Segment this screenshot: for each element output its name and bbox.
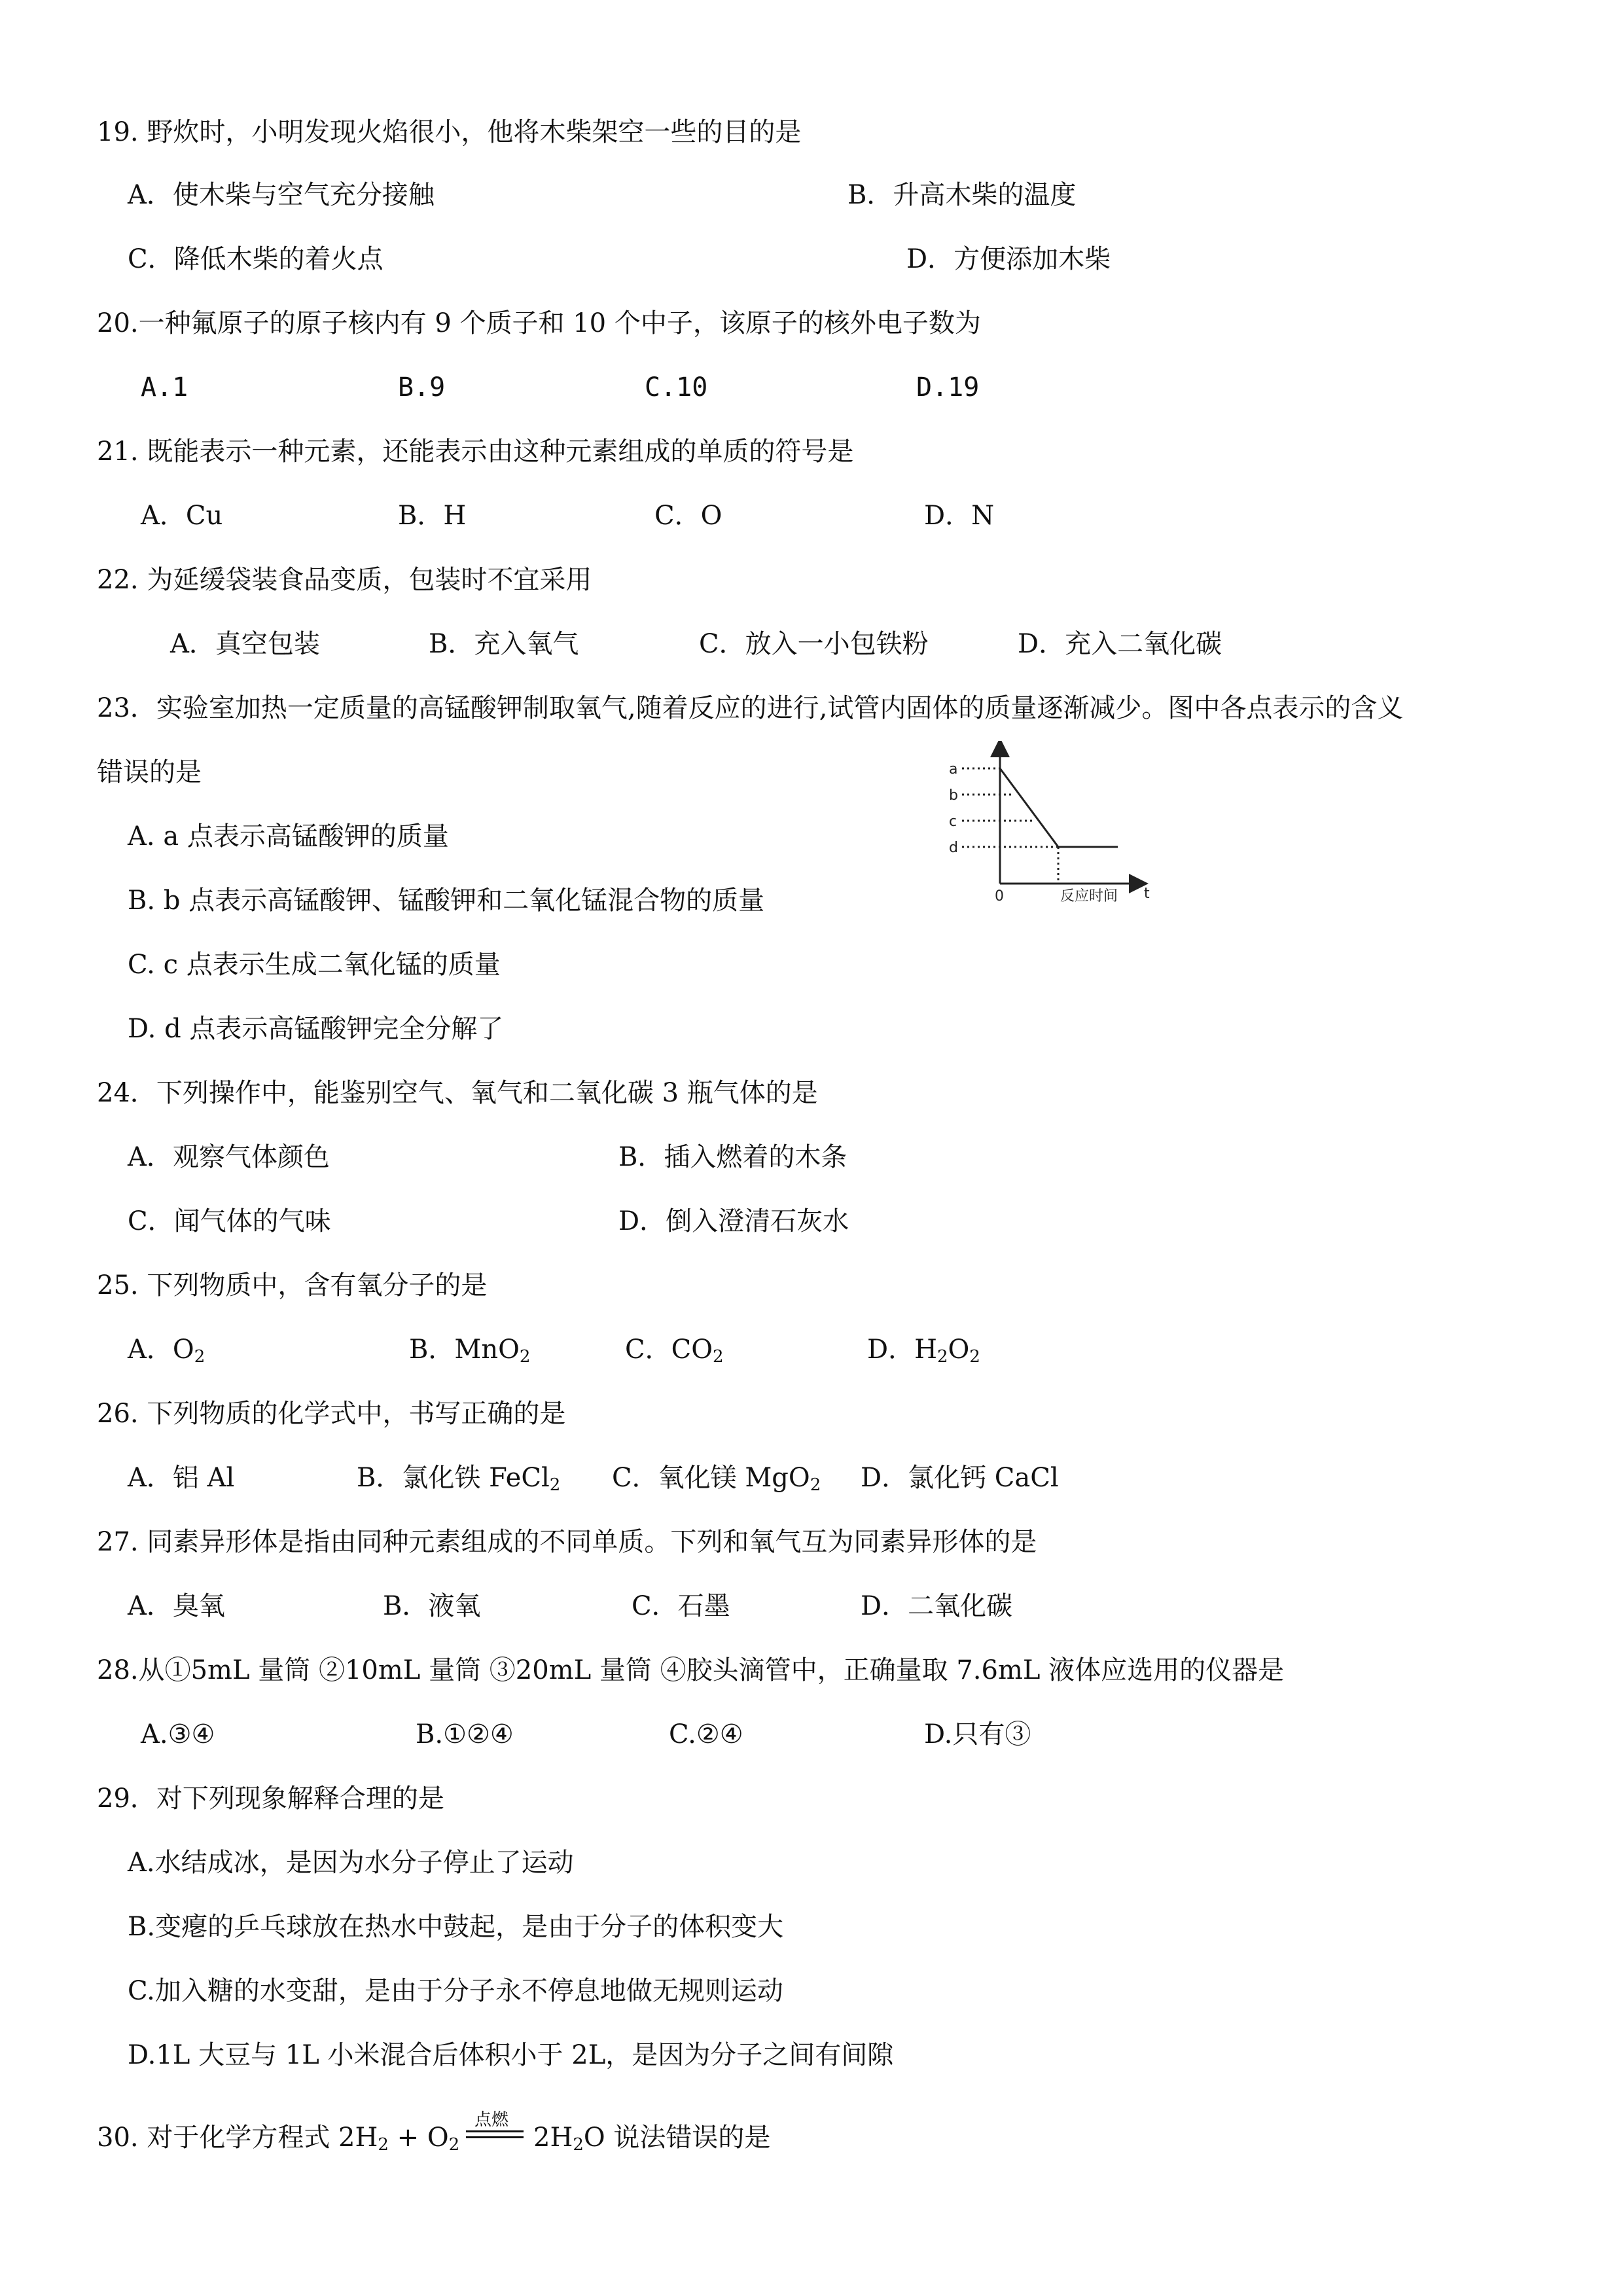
q22-option-b: B．充入氧气 — [429, 629, 579, 659]
q29-option-a: A.水结成冰，是因为水分子停止了运动 — [128, 1848, 574, 1878]
q29-option-c: C.加入糖的水变甜，是由于分子永不停息地做无规则运动 — [128, 1976, 783, 2006]
q23-mass-time-graph — [942, 741, 1158, 905]
q26-option-a: A．铝 Al — [128, 1463, 235, 1493]
graph-label-a: a — [949, 761, 958, 778]
q30-equals-bar-bottom — [466, 2136, 524, 2138]
q20-option-c: C.10 — [645, 372, 708, 403]
q28-option-d: D.只有③ — [924, 1719, 1031, 1749]
q19-option-d: D．方便添加木柴 — [906, 244, 1111, 274]
graph-label-d: d — [949, 840, 958, 856]
q19-stem: 19. 野炊时，小明发现火焰很小，他将木柴架空一些的目的是 — [97, 117, 802, 147]
q24-option-b: B．插入燃着的木条 — [618, 1142, 847, 1172]
q30-reaction-condition: 点燃 — [474, 2110, 509, 2130]
q21-option-a: A．Cu — [141, 501, 223, 531]
q29-stem: 29．对下列现象解释合理的是 — [97, 1784, 444, 1814]
q21-option-d: D．N — [924, 501, 995, 531]
q25-option-c: C．$CO_2$ — [625, 1335, 724, 1367]
q25-option-a: A．$O_2$ — [128, 1335, 205, 1367]
q24-option-d: D．倒入澄清石灰水 — [618, 1206, 849, 1236]
q22-option-c: C．放入一小包铁粉 — [699, 629, 929, 659]
q23-stem-line1: 23．实验室加热一定质量的高锰酸钾制取氧气,随着反应的进行,试管内固体的质量逐渐减少。图中各点表示的含义 — [97, 693, 1404, 723]
graph-origin: 0 — [995, 888, 1004, 905]
q24-option-c: C．闻气体的气味 — [128, 1206, 331, 1236]
q23-option-d: D. d 点表示高锰酸钾完全分解了 — [128, 1014, 504, 1044]
q30-stem-left: 30. 对于化学方程式 $2H_2 + O_2$ — [97, 2123, 460, 2155]
q19-option-b: B．升高木柴的温度 — [847, 180, 1077, 210]
q20-option-d: D.19 — [916, 372, 980, 403]
q28-stem: 28.从①5mL 量筒 ②10mL 量筒 ③20mL 量筒 ④胶头滴管中，正确量取 7.6mL 液体应选用的仪器是 — [97, 1655, 1285, 1685]
q29-option-b: B.变瘪的乒乓球放在热水中鼓起，是由于分子的体积变大 — [128, 1912, 784, 1942]
q21-option-b: B．H — [398, 501, 467, 531]
q22-option-a: A．真空包装 — [170, 629, 320, 659]
q26-option-d: D．氯化钙 CaCl — [861, 1463, 1059, 1493]
q27-option-d: D．二氧化碳 — [861, 1591, 1013, 1621]
q21-option-c: C．O — [654, 501, 722, 531]
q20-option-a: A.1 — [141, 372, 188, 403]
q28-option-b: B.①②④ — [416, 1719, 514, 1749]
q21-stem: 21. 既能表示一种元素，还能表示由这种元素组成的单质的符号是 — [97, 437, 854, 467]
q23-option-a: A. a 点表示高锰酸钾的质量 — [128, 821, 449, 852]
q22-option-d: D．充入二氧化碳 — [1018, 629, 1222, 659]
q28-option-c: C.②④ — [669, 1719, 743, 1749]
q23-option-b: B. b 点表示高锰酸钾、锰酸钾和二氧化锰混合物的质量 — [128, 886, 765, 916]
q20-option-b: B.9 — [398, 372, 446, 403]
q29-option-d: D.1L 大豆与 1L 小米混合后体积小于 2L，是因为分子之间有间隙 — [128, 2040, 894, 2070]
q30-stem-right: $2H_2O$ 说法错误的是 — [533, 2123, 771, 2155]
graph-x-unit: t — [1144, 886, 1150, 902]
q27-option-c: C．石墨 — [632, 1591, 730, 1621]
graph-mass-curve — [1000, 768, 1118, 847]
graph-x-label: 反应时间 — [1060, 888, 1118, 905]
q26-option-b: B．氯化铁 FeCl$_2$ — [357, 1463, 561, 1495]
q23-stem-line2: 错误的是 — [97, 757, 202, 787]
q24-stem: 24．下列操作中，能鉴别空气、氧气和二氧化碳 3 瓶气体的是 — [97, 1078, 818, 1108]
q26-stem: 26. 下列物质的化学式中，书写正确的是 — [97, 1399, 566, 1429]
q19-option-a: A．使木柴与空气充分接触 — [128, 180, 435, 210]
q23-option-c: C. c 点表示生成二氧化锰的质量 — [128, 950, 501, 980]
graph-label-b: b — [949, 787, 958, 804]
q27-option-b: B．液氧 — [383, 1591, 481, 1621]
graph-label-c: c — [949, 814, 957, 830]
q22-stem: 22. 为延缓袋装食品变质，包装时不宜采用 — [97, 565, 592, 595]
q24-option-a: A．观察气体颜色 — [128, 1142, 330, 1172]
q26-option-c: C．氧化镁 MgO$_2$ — [612, 1463, 821, 1495]
q25-stem: 25. 下列物质中，含有氧分子的是 — [97, 1270, 488, 1300]
q30-equals-bar-top — [466, 2130, 524, 2132]
q19-option-c: C．降低木柴的着火点 — [128, 244, 383, 274]
q20-stem: 20.一种氟原子的原子核内有 9 个质子和 10 个中子，该原子的核外电子数为 — [97, 308, 981, 338]
q27-stem: 27. 同素异形体是指由同种元素组成的不同单质。下列和氧气互为同素异形体的是 — [97, 1527, 1037, 1557]
q27-option-a: A．臭氧 — [128, 1591, 225, 1621]
q28-option-a: A.③④ — [141, 1719, 215, 1749]
q25-option-b: B．MnO$_2$ — [409, 1335, 531, 1367]
q25-option-d: D．$H_2O_2$ — [867, 1335, 980, 1367]
